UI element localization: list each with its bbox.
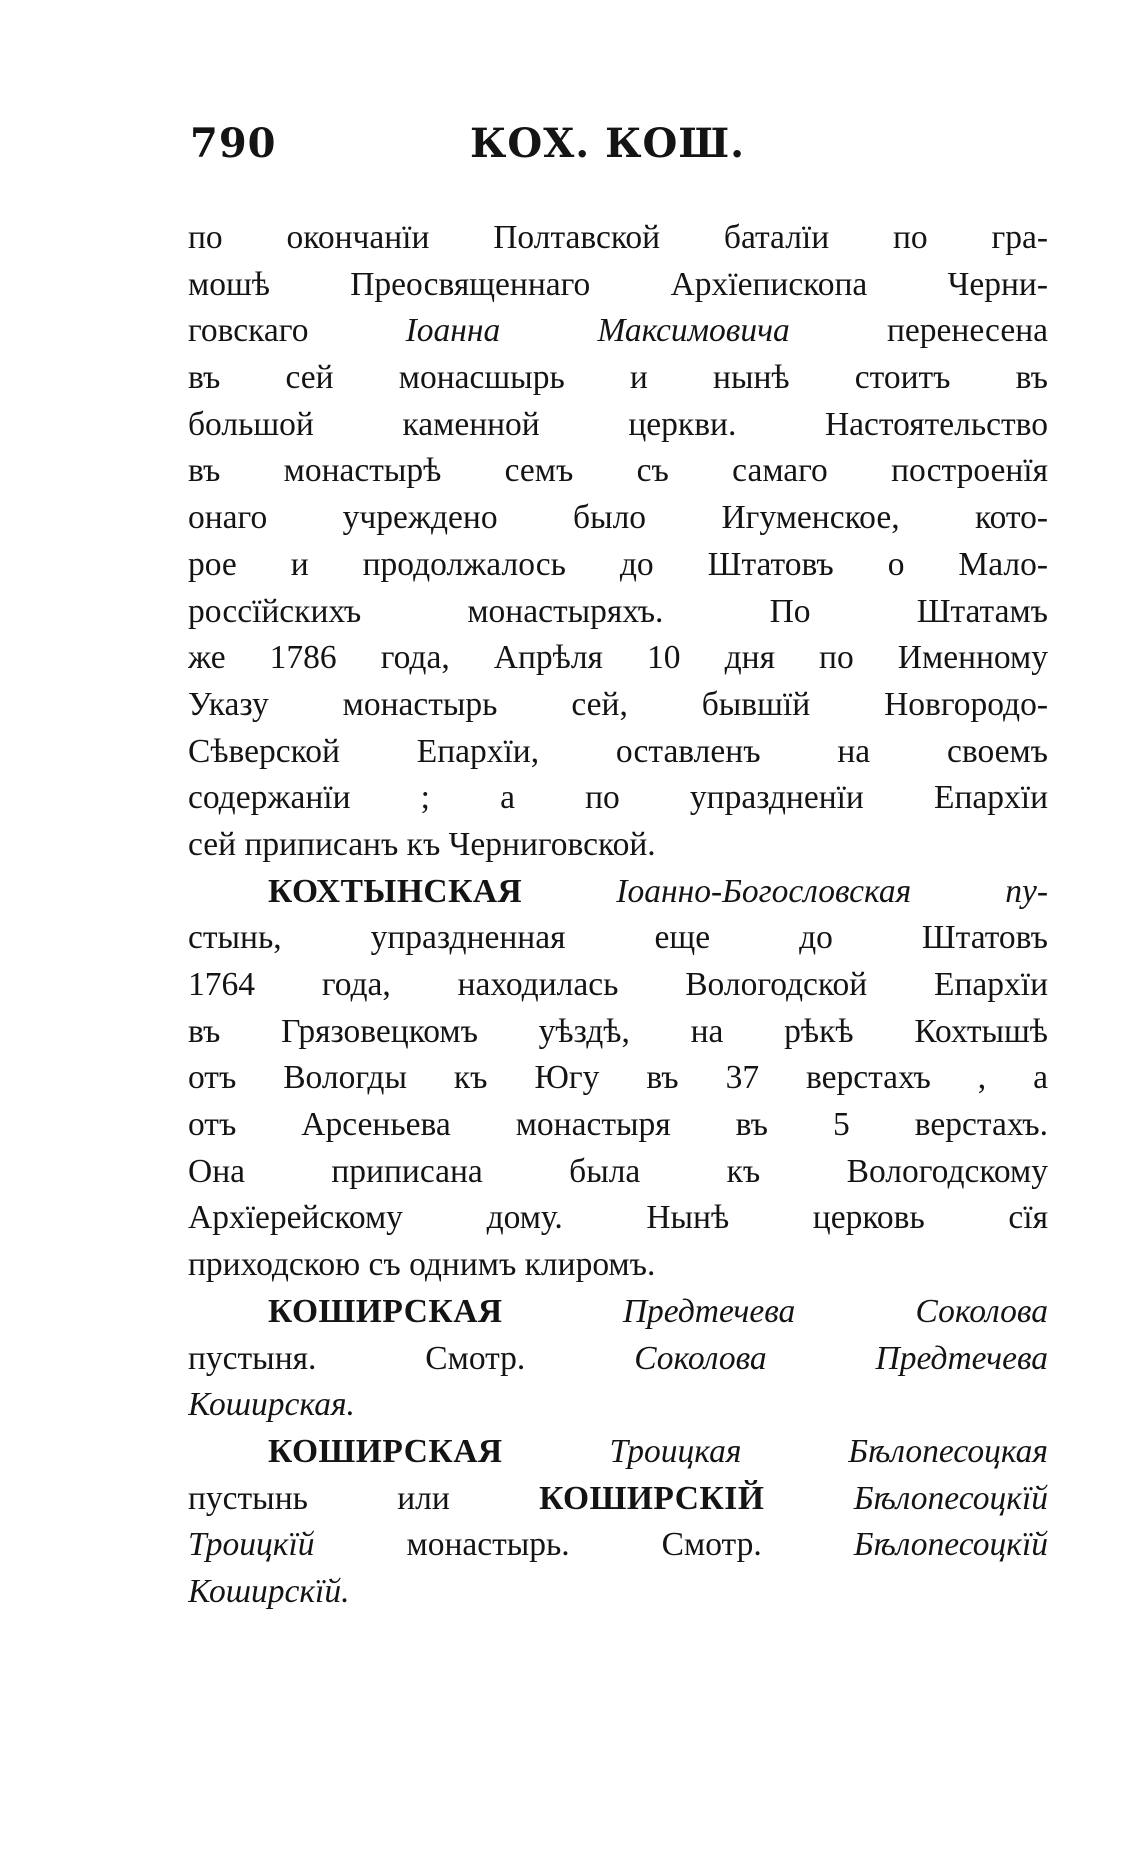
text-segment: въ сей монасшырь и нынѣ стоитъ въ	[188, 359, 1048, 397]
text-segment: мошѣ Преосвященнаго Архїепископа Черни-	[188, 265, 1048, 303]
text-segment: же 1786 года, Апрѣля 10 дня по Именному	[188, 639, 1048, 677]
text-line	[188, 635, 1048, 682]
text-line	[188, 729, 1048, 776]
text-line	[188, 1382, 1048, 1429]
text-line	[188, 495, 1048, 542]
italic-text: Коширская.	[188, 1386, 355, 1424]
text-segment: говскаго	[188, 312, 406, 350]
italic-text: Соколова Предтечева	[634, 1339, 1048, 1377]
text-segment	[764, 1480, 853, 1517]
text-line	[188, 1522, 1048, 1569]
text-line	[188, 915, 1048, 962]
text-segment: въ Грязовецкомъ уѣздѣ, на рѣкѣ Кохтышѣ	[188, 1012, 1048, 1050]
italic-text: Іоанно-Богословская пу-	[616, 872, 1048, 910]
text-line	[188, 1009, 1048, 1056]
text-line	[188, 962, 1048, 1009]
text-segment: онаго учреждено было Игуменское, кото-	[188, 499, 1048, 537]
text-segment: въ монастырѣ семъ съ самаго построенїя	[188, 452, 1048, 490]
entry-heading: КОШИРСКАЯ	[268, 1432, 503, 1470]
text-line	[188, 869, 1048, 916]
text-segment: пустыня. Смотр.	[188, 1339, 635, 1377]
page-header	[190, 120, 1040, 180]
text-line	[188, 215, 1048, 262]
text-segment: перенесена	[789, 312, 1048, 350]
entry-heading: КОШИРСКАЯ	[268, 1292, 503, 1330]
text-segment: россїйскихъ монастыряхъ. По Штатамъ	[188, 592, 1048, 630]
text-line	[188, 1242, 1048, 1289]
text-line	[188, 448, 1048, 495]
text-line	[188, 262, 1048, 309]
text-line	[188, 1429, 1048, 1476]
italic-text: Предтечева Соколова	[622, 1292, 1048, 1330]
italic-text: Троицкая Бѣлопесоцкая	[609, 1432, 1048, 1470]
text-line	[188, 822, 1048, 869]
text-line	[188, 1149, 1048, 1196]
text-line	[188, 402, 1048, 449]
text-segment	[503, 1433, 610, 1470]
text-segment: отъ Вологды къ Югу въ 37 верстахъ , а	[188, 1059, 1048, 1097]
text-segment: Сѣверской Епархїи, оставленъ на своемъ	[188, 732, 1048, 770]
text-segment: сей приписанъ къ Черниговской.	[188, 825, 656, 863]
text-line	[188, 1195, 1048, 1242]
text-segment: содержанїи ; а по упраздненїи Епархїи	[188, 779, 1048, 817]
text-segment: Указу монастырь сей, бывшїй Новгородо-	[188, 685, 1048, 723]
body-text	[188, 215, 1048, 1616]
text-segment: 1764 года, находилась Вологодской Епархїи	[188, 966, 1048, 1003]
text-segment: по окончанїи Полтавской баталїи по гра-	[188, 219, 1048, 256]
italic-text: Бѣлопесоцкїй	[853, 1479, 1048, 1517]
text-line	[188, 542, 1048, 589]
italic-text: Іоанна Максимовича	[405, 312, 790, 350]
text-line	[188, 775, 1048, 822]
text-line	[188, 308, 1048, 355]
entry-heading: КОШИРСКІЙ	[539, 1479, 765, 1517]
text-segment: стынь, упраздненная еще до Штатовъ	[188, 919, 1048, 957]
text-segment: рое и продолжалось до Штатовъ о Мало-	[188, 545, 1048, 583]
running-head: КОХ. КОШ.	[470, 120, 745, 167]
text-segment: пустынь или	[188, 1479, 540, 1517]
text-line	[188, 1102, 1048, 1149]
text-segment: большой каменной церкви. Настоятельство	[188, 405, 1048, 443]
text-segment	[503, 1293, 623, 1330]
text-segment	[522, 873, 616, 910]
text-segment: приходскою съ однимъ клиромъ.	[188, 1246, 656, 1284]
text-line	[188, 682, 1048, 729]
italic-text: Троицкїй	[188, 1526, 315, 1564]
text-line	[188, 1289, 1048, 1336]
italic-text: Бѣлопесоцкїй	[853, 1526, 1048, 1564]
page-number: 790	[190, 120, 277, 167]
text-line	[188, 1336, 1048, 1383]
entry-heading: КОХТЫНСКАЯ	[268, 872, 523, 910]
text-line	[188, 589, 1048, 636]
text-segment: отъ Арсеньева монастыря въ 5 верстахъ.	[188, 1106, 1048, 1144]
text-segment: Архїерейскому дому. Нынѣ церковь сїя	[188, 1199, 1048, 1237]
italic-text: Коширскїй.	[188, 1572, 350, 1610]
text-line	[188, 355, 1048, 402]
text-line	[188, 1476, 1048, 1523]
text-line	[188, 1569, 1048, 1616]
text-segment: Она приписана была къ Вологодскому	[188, 1152, 1048, 1190]
text-segment: монастырь. Смотр.	[314, 1526, 854, 1564]
text-line	[188, 1055, 1048, 1102]
